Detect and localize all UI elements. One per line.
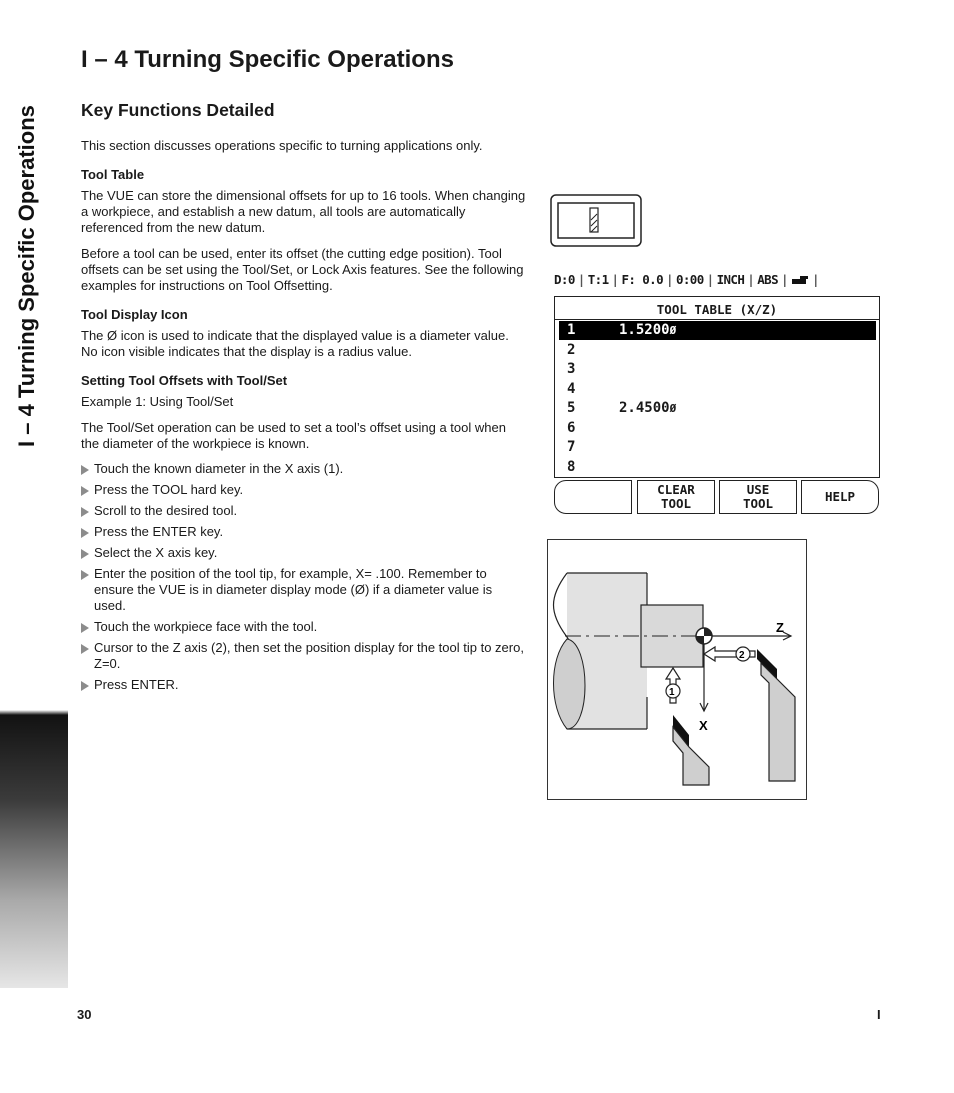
step-item: Press the ENTER key. — [81, 524, 527, 540]
tool-status-icon — [791, 276, 809, 286]
tool-set-paragraph: The Tool/Set operation can be used to set a tool’s offset using a tool when the diameter of the workpiece is known. — [81, 420, 506, 451]
x-axis-label: X — [699, 718, 708, 733]
diameter-icon: Ø — [669, 402, 677, 415]
tool-row[interactable]: 2 — [567, 341, 576, 358]
bullet-triangle-icon — [81, 623, 89, 633]
page-title: I – 4 Turning Specific Operations — [81, 46, 454, 73]
bullet-triangle-icon — [81, 528, 89, 538]
step-item: Touch the known diameter in the X axis (1). — [81, 461, 527, 477]
bullet-triangle-icon — [81, 465, 89, 475]
step-item: Press the TOOL hard key. — [81, 482, 527, 498]
z-axis-label: Z — [776, 620, 784, 635]
title-divider — [555, 319, 879, 320]
status-tool: T:1 — [587, 272, 609, 287]
tool-table-paragraph-1: The VUE can store the dimensional offsets for up to 16 tools. When changing a workpiece, and establish a new datum, all tools are automatically referenced from the new datum. — [81, 188, 526, 235]
help-softkey[interactable]: HELP — [801, 480, 879, 514]
dro-screen — [554, 272, 884, 511]
section-subtitle: Key Functions Detailed — [81, 100, 275, 120]
step-item: Select the X axis key. — [81, 545, 527, 561]
status-datum: D:0 — [554, 272, 575, 287]
tool-row-selected[interactable]: 1 1.5200Ø — [559, 321, 876, 340]
blank-softkey[interactable] — [554, 480, 632, 514]
tool-row[interactable]: 7 — [567, 439, 576, 455]
callout-2: 2 — [739, 650, 745, 661]
side-tab-title: I – 4 Turning Specific Operations — [14, 105, 39, 447]
status-units: INCH — [716, 272, 745, 287]
clear-tool-softkey[interactable]: CLEAR TOOL — [637, 480, 715, 514]
status-time: 0:00 — [675, 272, 704, 287]
tool-table-heading: Tool Table — [81, 167, 145, 182]
bullet-triangle-icon — [81, 644, 89, 654]
tool-key-icon — [550, 194, 642, 248]
procedure-steps — [81, 461, 527, 693]
step-item: Press ENTER. — [81, 677, 527, 693]
chapter-marker: I — [877, 1007, 881, 1022]
example-label: Example 1: Using Tool/Set — [81, 394, 234, 409]
intro-paragraph: This section discusses operations specific to turning applications only. — [81, 138, 483, 153]
tool-row[interactable]: 3 — [567, 361, 576, 377]
tool-row[interactable]: 4 — [567, 380, 576, 397]
step-item: Scroll to the desired tool. — [81, 503, 527, 519]
callout-1: 1 — [669, 687, 675, 698]
tool-row[interactable]: 5 2.4500Ø — [567, 400, 677, 416]
body-text-column — [81, 138, 527, 698]
status-bar: D:0 | T:1 | F: 0.0 | 0:00 | INCH | ABS | | — [554, 272, 819, 287]
bullet-triangle-icon — [81, 549, 89, 559]
step-item: Enter the position of the tool tip, for example, X= .100. Remember to ensure the VUE is in diameter display mode (Ø) if a diameter value is used. — [81, 566, 527, 614]
tool-display-icon-heading: Tool Display Icon — [81, 307, 188, 322]
softkey-bar — [554, 480, 884, 514]
tool-row[interactable]: 6 — [567, 419, 576, 436]
page-number: 30 — [77, 1007, 92, 1022]
status-feed: F: 0.0 — [621, 272, 663, 287]
tool-row[interactable]: 8 — [567, 458, 576, 475]
bullet-triangle-icon — [81, 507, 89, 517]
use-tool-softkey[interactable]: USE TOOL — [719, 480, 797, 514]
step-item: Touch the workpiece face with the tool. — [81, 619, 527, 635]
lathe-touch-off-figure — [547, 539, 808, 801]
step-item: Cursor to the Z axis (2), then set the position display for the tool tip to zero, Z=0. — [81, 640, 527, 672]
bullet-triangle-icon — [81, 681, 89, 691]
tool-set-heading: Setting Tool Offsets with Tool/Set — [81, 373, 288, 388]
tool-table-panel — [554, 296, 880, 478]
tool-table-title: TOOL TABLE (X/Z) — [656, 302, 778, 317]
tool-display-icon-paragraph: The Ø icon is used to indicate that the displayed value is a diameter value. No icon visible indicates that the display is a radius value. — [81, 328, 509, 359]
tool-table-paragraph-2: Before a tool can be used, enter its offset (the cutting edge position). Tool offsets can be set using the Tool/Set, or Lock Axis features. See the following examples for instructions on Tool Offsetting. — [81, 246, 524, 293]
bullet-triangle-icon — [81, 486, 89, 496]
status-mode: ABS — [757, 272, 778, 287]
bullet-triangle-icon — [81, 570, 89, 580]
diameter-icon: Ø — [669, 324, 677, 337]
